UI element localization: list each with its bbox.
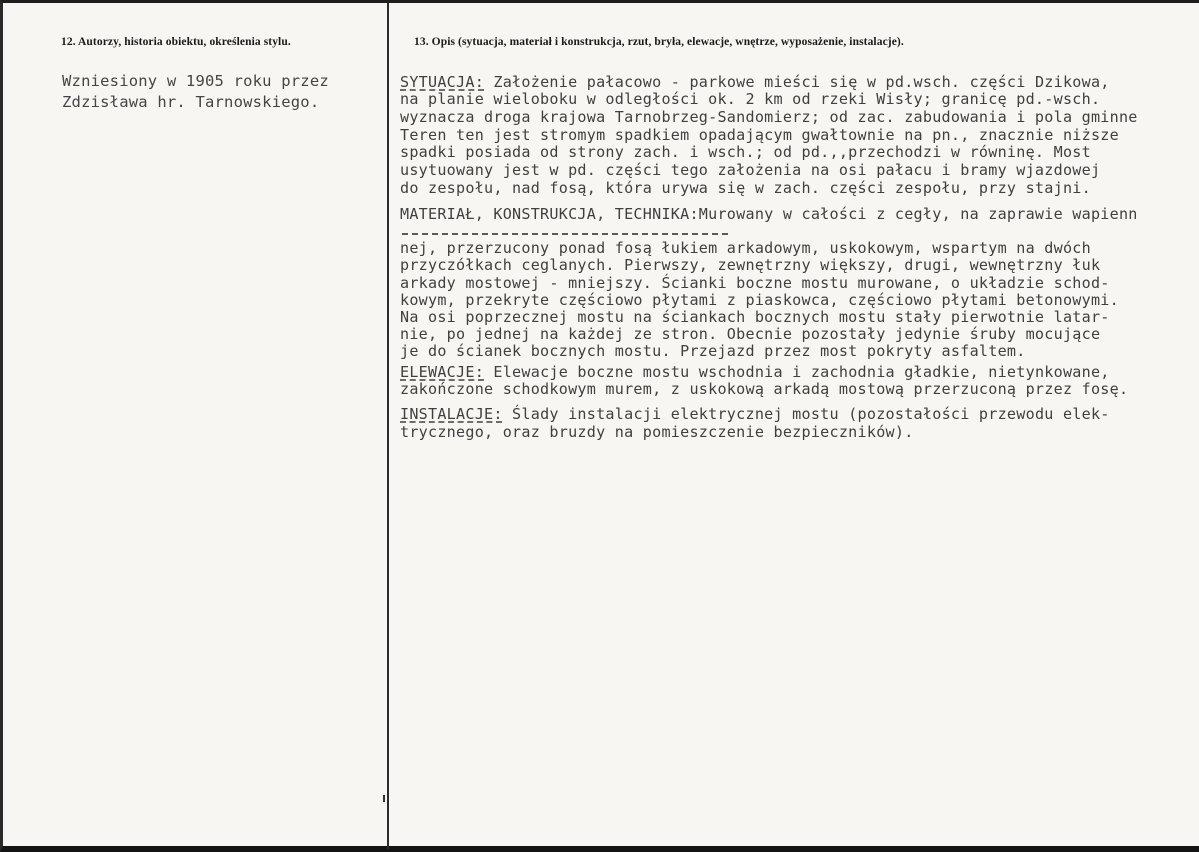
description-line: kowym, przekryte częściowo płytami z piaskowca, częściowo płytami betonowymi. bbox=[400, 291, 1119, 309]
description-line: wyznacza droga krajowa Tarnobrzeg-Sandomierz; od zac. zabudowania i pola gminne bbox=[400, 108, 1138, 126]
column-divider bbox=[387, 3, 389, 849]
margin-mark bbox=[383, 795, 385, 802]
description-line: trycznego, oraz bruzdy na pomieszczenie bezpieczników). bbox=[400, 423, 914, 441]
description-line: usytuowany jest w pd. części tego założenia na osi pałacu i bramy wjazdowej bbox=[400, 161, 1101, 179]
authors-history-text: Wzniesiony w 1905 roku przez Zdzisława hr. Tarnowskiego. bbox=[62, 72, 329, 111]
dashed-underline bbox=[402, 233, 728, 235]
description-line: do zespołu, nad fosą, która urywa się w zach. części zespołu, przy stajni. bbox=[400, 179, 1091, 197]
section-13-header: 13. Opis (sytuacja, materiał i konstrukcja, rzut, bryła, elewacje, wnętrze, wyposażenie, instalacje). bbox=[414, 36, 904, 48]
description-line bbox=[400, 406, 1110, 423]
description-line: je do ścianek bocznych mostu. Przejazd przez most pokryty asfaltem. bbox=[400, 342, 1026, 360]
line-text: Elewacje boczne mostu wschodnia i zachodnia gładkie, nietynkowane, bbox=[484, 363, 1110, 381]
description-line bbox=[400, 364, 1110, 381]
description-line: Teren ten jest stromym spadkiem opadającym gwałtownie na pn., znacznie niższe bbox=[400, 126, 1119, 144]
line-text: Murowany w całości z cegły, na zaprawie wapienn bbox=[698, 205, 1138, 223]
description-line bbox=[400, 74, 1110, 91]
description-line: na planie wieloboku w odległości ok. 2 km od rzeki Wisły; granicę pd.-wsch. bbox=[400, 90, 1101, 108]
description-line: zakończone schodkowym murem, z uskokową arkadą mostową przerzuconą przez fosę. bbox=[400, 380, 1129, 398]
line-text: Ślady instalacji elektrycznej mostu (pozostałości przewodu elek- bbox=[502, 405, 1110, 423]
description-line: nej, przerzucony ponad fosą łukiem arkadowym, uskokowym, wspartym na dwóch bbox=[400, 239, 1091, 257]
line-text: Założenie pałacowo - parkowe mieści się w pd.wsch. części Dzikowa, bbox=[484, 73, 1110, 91]
description-line: spadki posiada od strony zach. i wsch.; od pd.,,przechodzi w równinę. Most bbox=[400, 143, 1091, 161]
label-elewacje: ELEWACJE: bbox=[400, 363, 485, 381]
description-line bbox=[400, 206, 1138, 223]
description-line: Na osi poprzecznej mostu na ściankach bocznych mostu stały pierwotnie latar- bbox=[400, 308, 1110, 326]
label-sytuacja: SYTUACJA: bbox=[400, 73, 485, 91]
description-line: przyczółkach ceglanych. Pierwszy, zewnętrzny większy, drugi, wewnętrzny łuk bbox=[400, 256, 1101, 274]
label-material: MATERIAŁ, KONSTRUKCJA, TECHNIKA: bbox=[400, 205, 699, 223]
label-instalacje: INSTALACJE: bbox=[400, 405, 503, 423]
section-12-header: 12. Autorzy, historia obiektu, określenia stylu. bbox=[61, 36, 291, 48]
description-line: nie, po jednej na każdej ze stron. Obecnie pozostały jedynie śruby mocujące bbox=[400, 325, 1101, 343]
description-line: arkady mostowej - mniejszy. Ścianki boczne mostu murowane, o układzie schod- bbox=[400, 274, 1110, 292]
